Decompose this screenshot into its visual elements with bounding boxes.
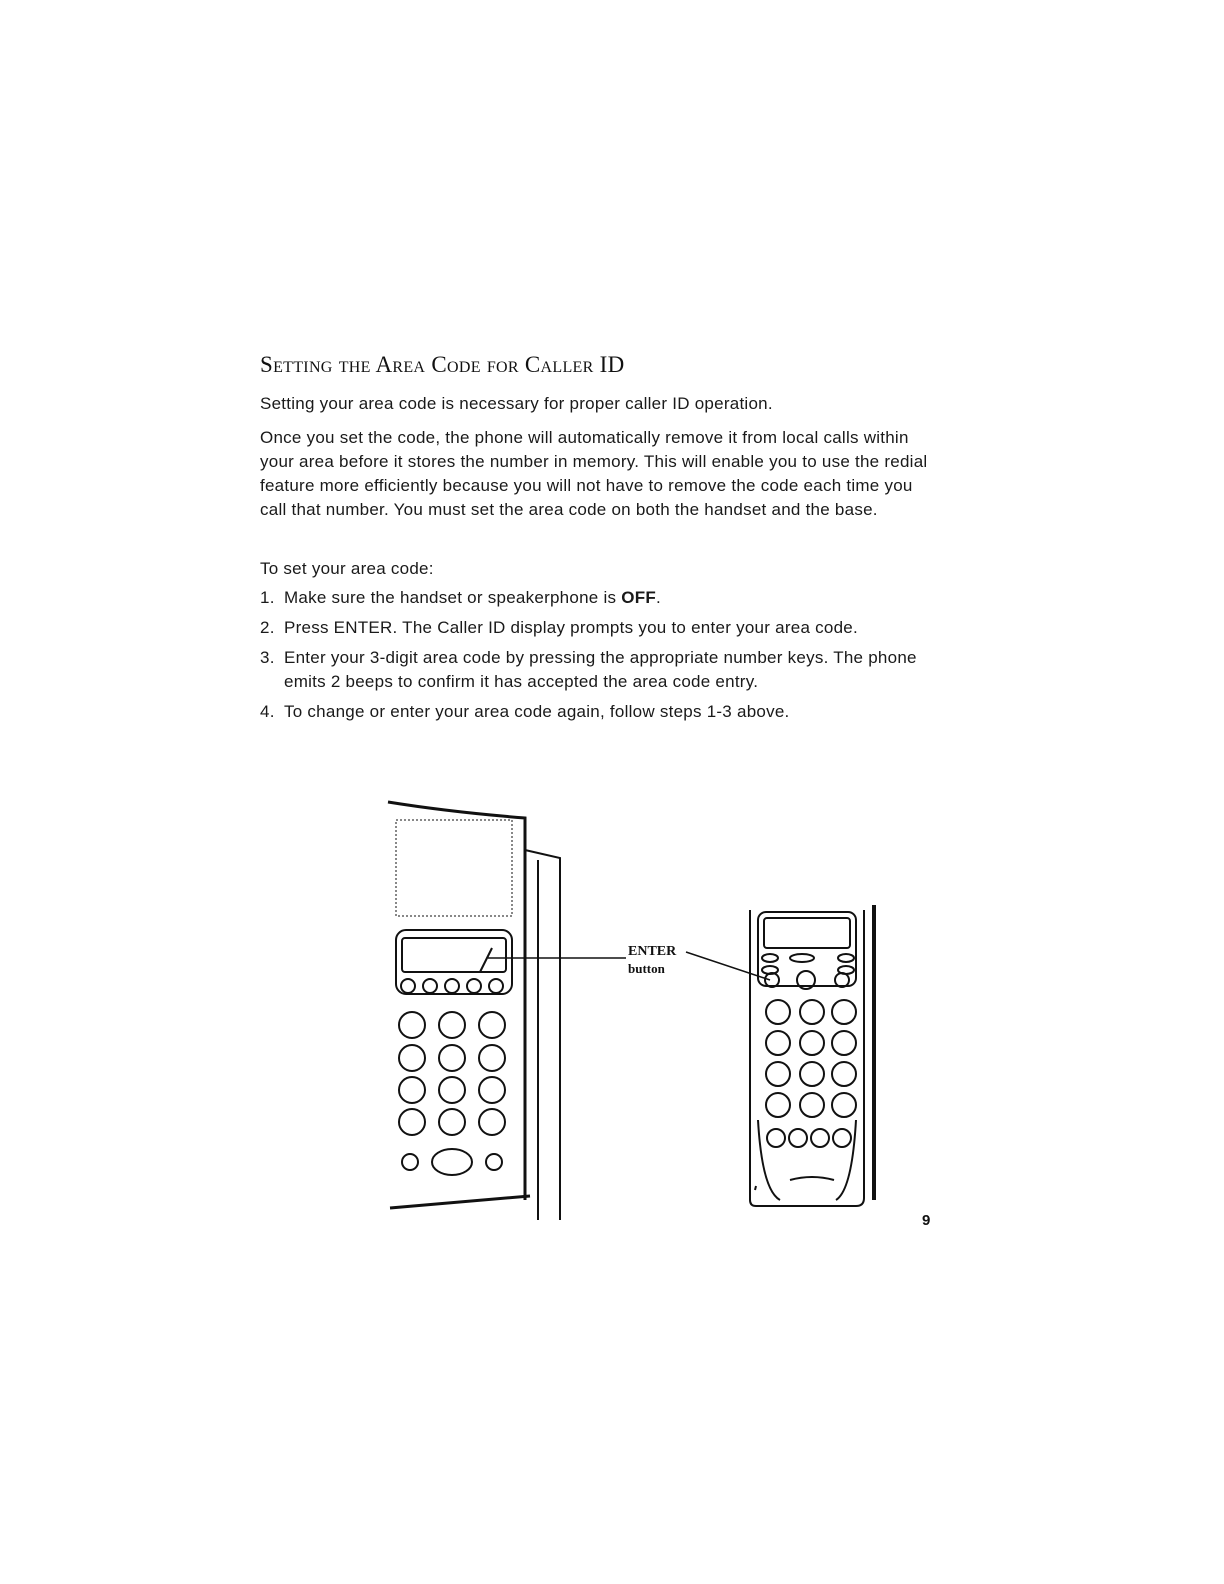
step-1: 1. Make sure the handset or speakerphone is OFF. xyxy=(260,588,661,607)
page-number: 9 xyxy=(922,1212,931,1229)
step-2-text: Press ENTER. The Caller ID display prompts you to enter your area code. xyxy=(284,618,858,637)
detail-paragraph: Once you set the code, the phone will automatically remove it from local calls within your area before it stores the number in memory. This will enable you to use the redial feature more efficiently because you will not have to remove the code each time you call that number. You must set the area code on both the handset and the base. xyxy=(260,428,928,519)
step-2: 2. Press ENTER. The Caller ID display prompts you to enter your area code. xyxy=(260,618,858,637)
step-1-bold: OFF xyxy=(621,588,656,607)
section-heading: Setting the Area Code for Caller ID xyxy=(260,352,625,377)
step-3: 3. Enter your 3-digit area code by pressing the appropriate number keys. The phone emits 2 beeps to confirm it has accepted the area code entry. xyxy=(260,648,917,691)
step-4-text: To change or enter your area code again, follow steps 1-3 above. xyxy=(284,702,790,721)
step-3-text: Enter your 3-digit area code by pressing the appropriate number keys. The phone emits 2 beeps to confirm it has accepted the area code entry. xyxy=(284,648,917,691)
enter-callout-label: ENTER xyxy=(628,944,677,959)
steps-lead: To set your area code: xyxy=(260,559,434,578)
step-1-text: Make sure the handset or speakerphone is xyxy=(284,588,622,607)
step-4: 4. To change or enter your area code again, follow steps 1-3 above. xyxy=(260,702,790,721)
intro-paragraph: Setting your area code is necessary for proper caller ID operation. xyxy=(260,394,773,413)
phone-illustration xyxy=(360,790,920,1220)
enter-callout-sublabel: button xyxy=(628,961,665,976)
steps-list xyxy=(260,586,940,730)
